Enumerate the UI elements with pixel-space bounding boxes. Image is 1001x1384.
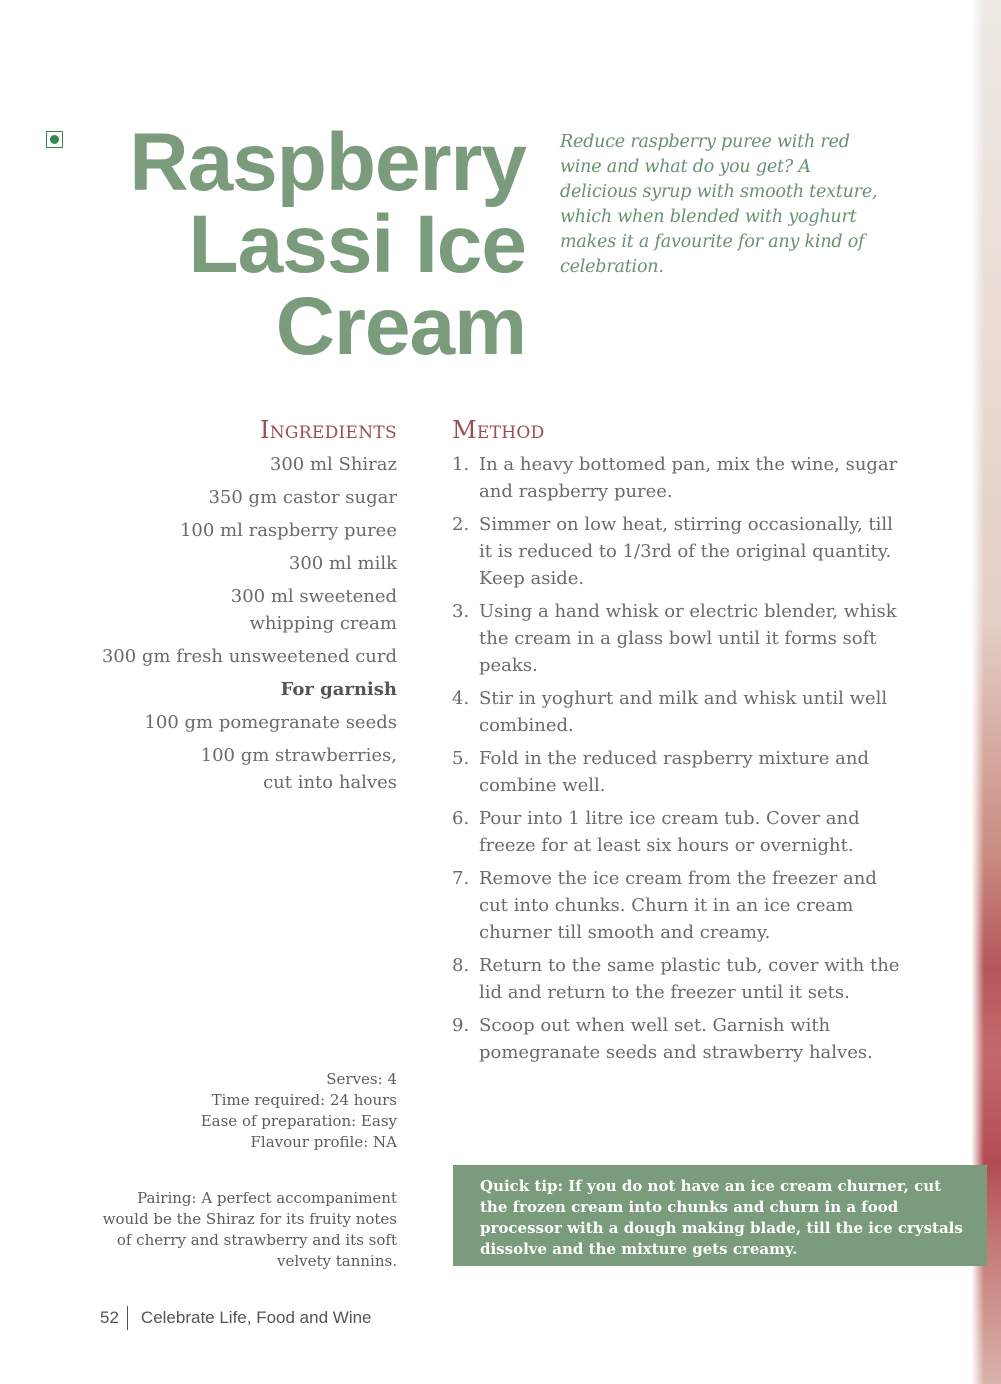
step-text: Simmer on low heat, stirring occasionally, till it is reduced to 1/3rd of the original quantity. Keep aside. [479,514,893,589]
serves-text: Serves: 4 [326,1070,397,1088]
book-title: Celebrate Life, Food and Wine [140,1308,372,1327]
method-list [452,451,902,1072]
step-number: 5. [452,748,470,769]
step-text: Stir in yoghurt and milk and whisk until well combined. [479,688,888,736]
method-step [452,865,902,946]
step-number: 2. [452,514,470,535]
quick-tip-box [453,1165,987,1266]
title-line: Lassi Ice [188,199,526,290]
ease-text: Ease of preparation: Easy [200,1112,397,1130]
method-step [452,1012,902,1066]
method-step [452,511,902,592]
step-text: Pour into 1 litre ice cream tub. Cover and freeze for at least six hours or overnight. [479,808,860,856]
recipe-title [60,117,526,372]
method-step [452,745,902,799]
ingredient-item: 300 ml Shiraz [269,454,397,475]
step-text: Return to the same plastic tub, cover with the lid and return to the freezer until it sets. [479,955,900,1003]
method-step [452,451,902,505]
method-heading: Method [452,416,545,444]
step-number: 7. [452,868,470,889]
step-number: 6. [452,808,470,829]
step-number: 3. [452,601,470,622]
quick-tip-text: Quick tip: If you do not have an ice cream churner, cut the frozen cream into chunks and churn in a food processor with a dough making blade, till the ice crystals dissolve and the mixture gets creamy. [480,1177,963,1258]
garnish-item: 100 gm pomegranate seeds [144,712,397,733]
ingredient-item: 300 ml sweetened whipping cream [230,586,397,634]
step-number: 1. [452,454,470,475]
title-line: Raspberry [129,117,526,208]
title-line: Cream [275,281,526,372]
step-text: Remove the ice cream from the freezer and cut into chunks. Churn it in an ice cream churner till smooth and creamy. [479,868,877,943]
method-step [452,805,902,859]
method-step [452,952,902,1006]
ingredient-item: 100 ml raspberry puree [179,520,397,541]
step-text: Scoop out when well set. Garnish with pomegranate seeds and strawberry halves. [479,1015,873,1063]
step-number: 9. [452,1015,470,1036]
recipe-meta [150,1069,397,1153]
step-text: Fold in the reduced raspberry mixture and combine well. [479,748,869,796]
garnish-heading: For garnish [280,679,397,700]
garnish-item: 100 gm strawberries, cut into halves [200,745,397,793]
ingredient-item: 350 gm castor sugar [208,487,397,508]
method-step [452,685,902,739]
step-text: In a heavy bottomed pan, mix the wine, sugar and raspberry puree. [479,454,898,502]
step-number: 8. [452,955,470,976]
ingredients-list [80,451,397,802]
page-footer [100,1306,372,1330]
step-number: 4. [452,688,470,709]
flavour-profile-text: Flavour profile: NA [250,1133,397,1151]
step-text: Using a hand whisk or electric blender, whisk the cream in a glass bowl until it forms soft peaks. [479,601,897,676]
ingredients-heading: Ingredients [259,416,397,444]
pairing-note: Pairing: A perfect accompaniment would be the Shiraz for its fruity notes of cherry and strawberry and its soft velvety tannins. [102,1189,397,1270]
page-number: 52 [100,1306,128,1330]
ingredient-item: 300 ml milk [288,553,397,574]
ingredient-item: 300 gm fresh unsweetened curd [101,646,397,667]
time-required-text: Time required: 24 hours [211,1091,397,1109]
recipe-intro: Reduce raspberry puree with red wine and what do you get? A delicious syrup with smooth texture, which when blended with yoghurt makes it a favourite for any kind of celebration. [560,132,878,277]
method-step [452,598,902,679]
